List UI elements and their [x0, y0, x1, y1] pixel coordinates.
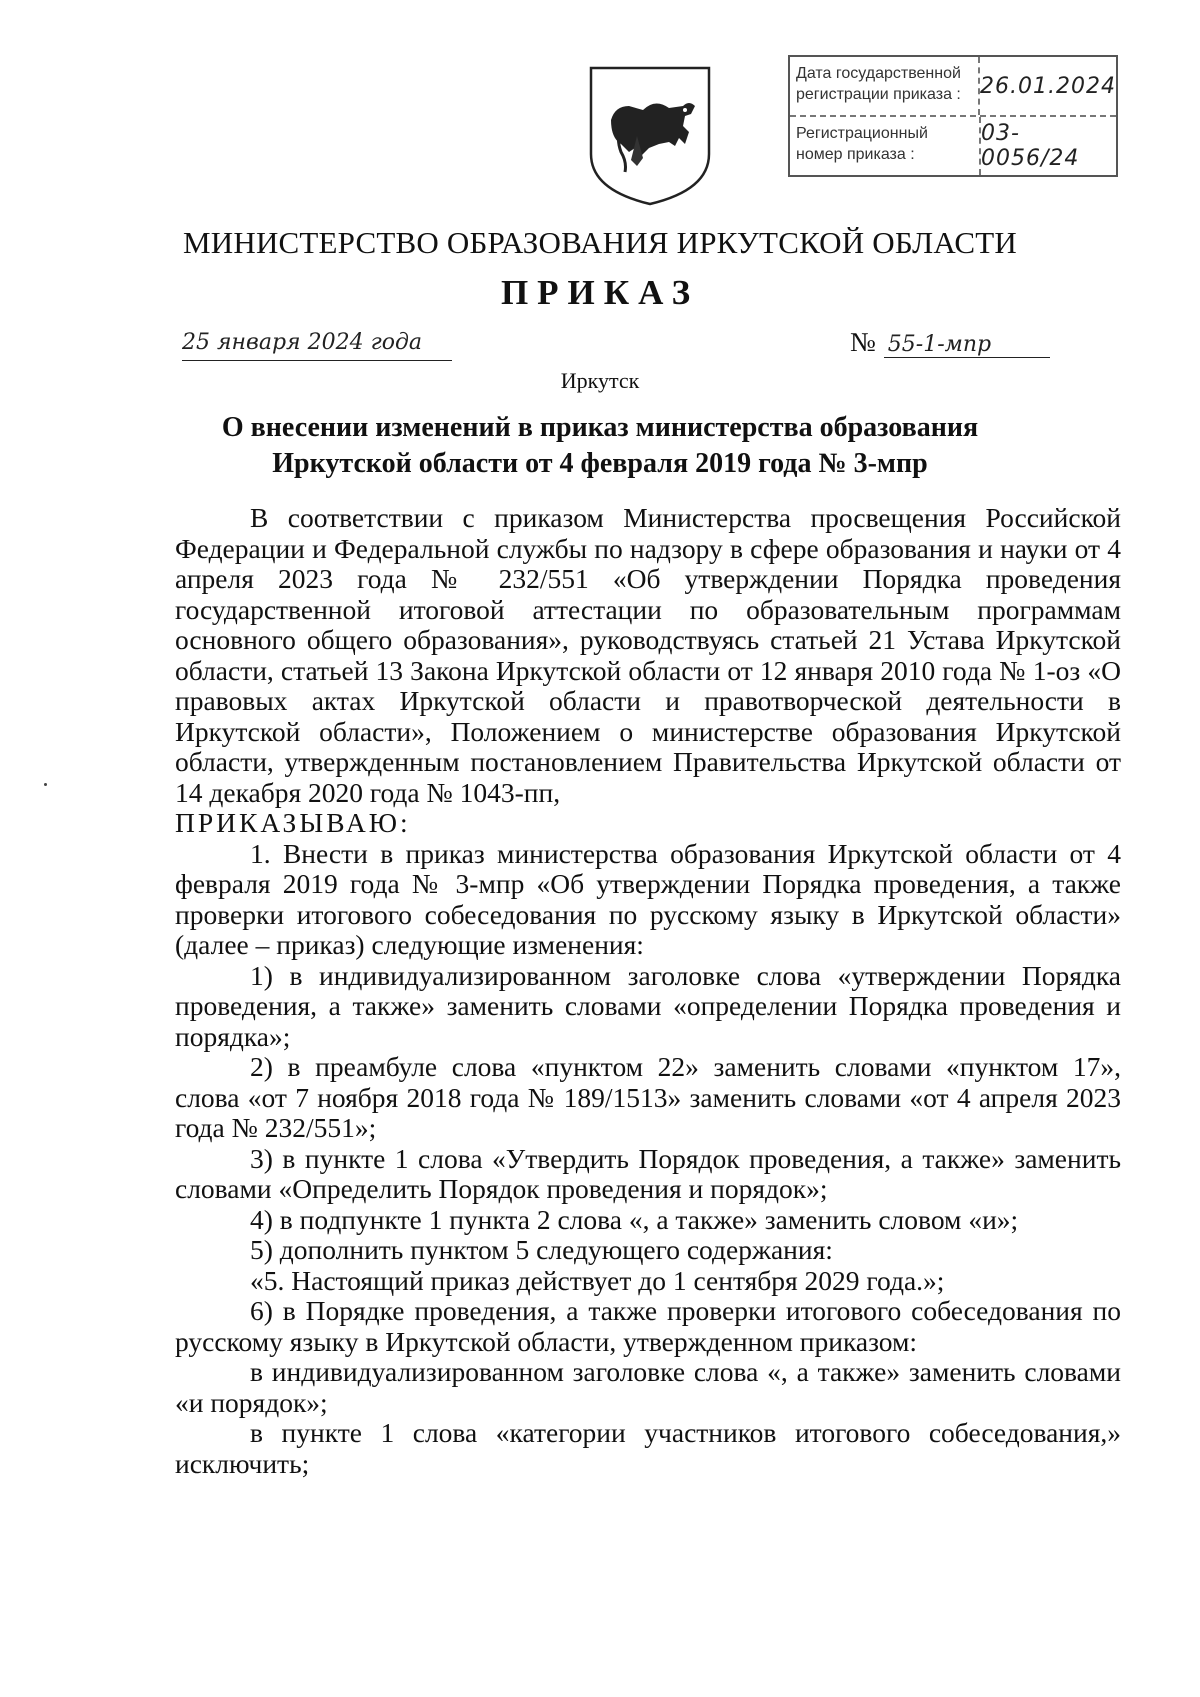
body-paragraph: 2) в преамбуле слова «пунктом 22» заменить словами «пунктом 17», слова «от 7 ноября 2018 года № 189/1513» заменить словами «от 4 апреля 2023 года № 232/551»; [175, 1051, 1121, 1143]
order-number [850, 327, 1050, 361]
subject-line-2: Иркутской области от 4 февраля 2019 года № 3-мпр [272, 448, 928, 479]
city-name: Иркутск [560, 368, 640, 393]
body-paragraph: в пункте 1 слова «категории участников итогового собеседования,» исключить; [175, 1417, 1121, 1479]
body-paragraph: 5) дополнить пунктом 5 следующего содержания: [250, 1234, 833, 1265]
ministry-name: МИНИСТЕРСТВО ОБРАЗОВАНИЯ ИРКУТСКОЙ ОБЛАСТИ [183, 225, 1017, 260]
body-paragraph: «5. Настоящий приказ действует до 1 сентября 2029 года.»; [250, 1264, 945, 1296]
registration-date-value: 26.01.2024 [980, 73, 1116, 99]
registration-number-row [790, 115, 1116, 175]
preamble-paragraph: В соответствии с приказом Министерства просвещения Российской Федерации и Федеральной службы по надзору в сфере образования и науки от 4 апреля 2023 года № 232/551 «Об утверждении Порядка проведения государственной итоговой аттестации по образовательным программам основного общего образования», руководствуясь статьей 21 Устава Иркутской области, статьей 13 Закона Иркутской области от 12 января 2010 года № 1-оз «О правовых актах Иркутской области и правотворческой деятельности в Иркутской области», Положением о министерстве образования Иркутской области, утвержденным постановлением Правительства Иркутской области от 14 декабря 2020 года № 1043-пп, [175, 502, 1121, 808]
subject-line-1: О внесении изменений в приказ министерства образования [221, 412, 979, 443]
order-body [175, 503, 1121, 1479]
body-paragraph: 6) в Порядке проведения, а также проверки итогового собеседования по русскому языку в Иркутской области, утвержденном приказом: [175, 1295, 1121, 1357]
registration-number-label: Регистрационный номер приказа : [790, 117, 981, 175]
registration-number-value: 03-0056/24 [981, 121, 1080, 171]
body-paragraph: в индивидуализированном заголовке слова «, а также» заменить словами «и порядок»; [175, 1356, 1121, 1418]
order-word: ПРИКАЗЫВАЮ: [175, 807, 411, 838]
body-paragraph: 3) в пункте 1 слова «Утвердить Порядок проведения, а также» заменить словами «Определить Порядок проведения и порядок»; [175, 1142, 1121, 1204]
order-date-handwritten: 25 января 2024 года [182, 330, 452, 361]
registration-stamp [788, 55, 1118, 177]
coat-of-arms-emblem [585, 62, 715, 208]
order-subject [170, 410, 1030, 482]
registration-date-row [790, 57, 1116, 115]
body-paragraph: 1) в индивидуализированном заголовке слова «утверждении Порядка проведения, а также» заменить словами «определении Порядка проведения и порядка»; [175, 959, 1121, 1052]
order-number-handwritten: 55-1-мпр [884, 332, 1050, 358]
body-paragraph: 4) в подпункте 1 пункта 2 слова «, а также» заменить словом «и»; [250, 1203, 1019, 1235]
body-paragraph: 1. Внести в приказ министерства образования Иркутской области от 4 февраля 2019 года № 3-мпр «Об утверждении Порядка проведения, а также проверки итогового собеседования по русскому языку в Иркутской области» (далее – приказ) следующие изменения: [175, 837, 1121, 960]
registration-date-label: Дата государственной регистрации приказа : [790, 57, 980, 115]
number-sign: № [850, 327, 876, 357]
document-type-title: ПРИКАЗ [500, 273, 700, 312]
scan-speck [44, 783, 47, 786]
